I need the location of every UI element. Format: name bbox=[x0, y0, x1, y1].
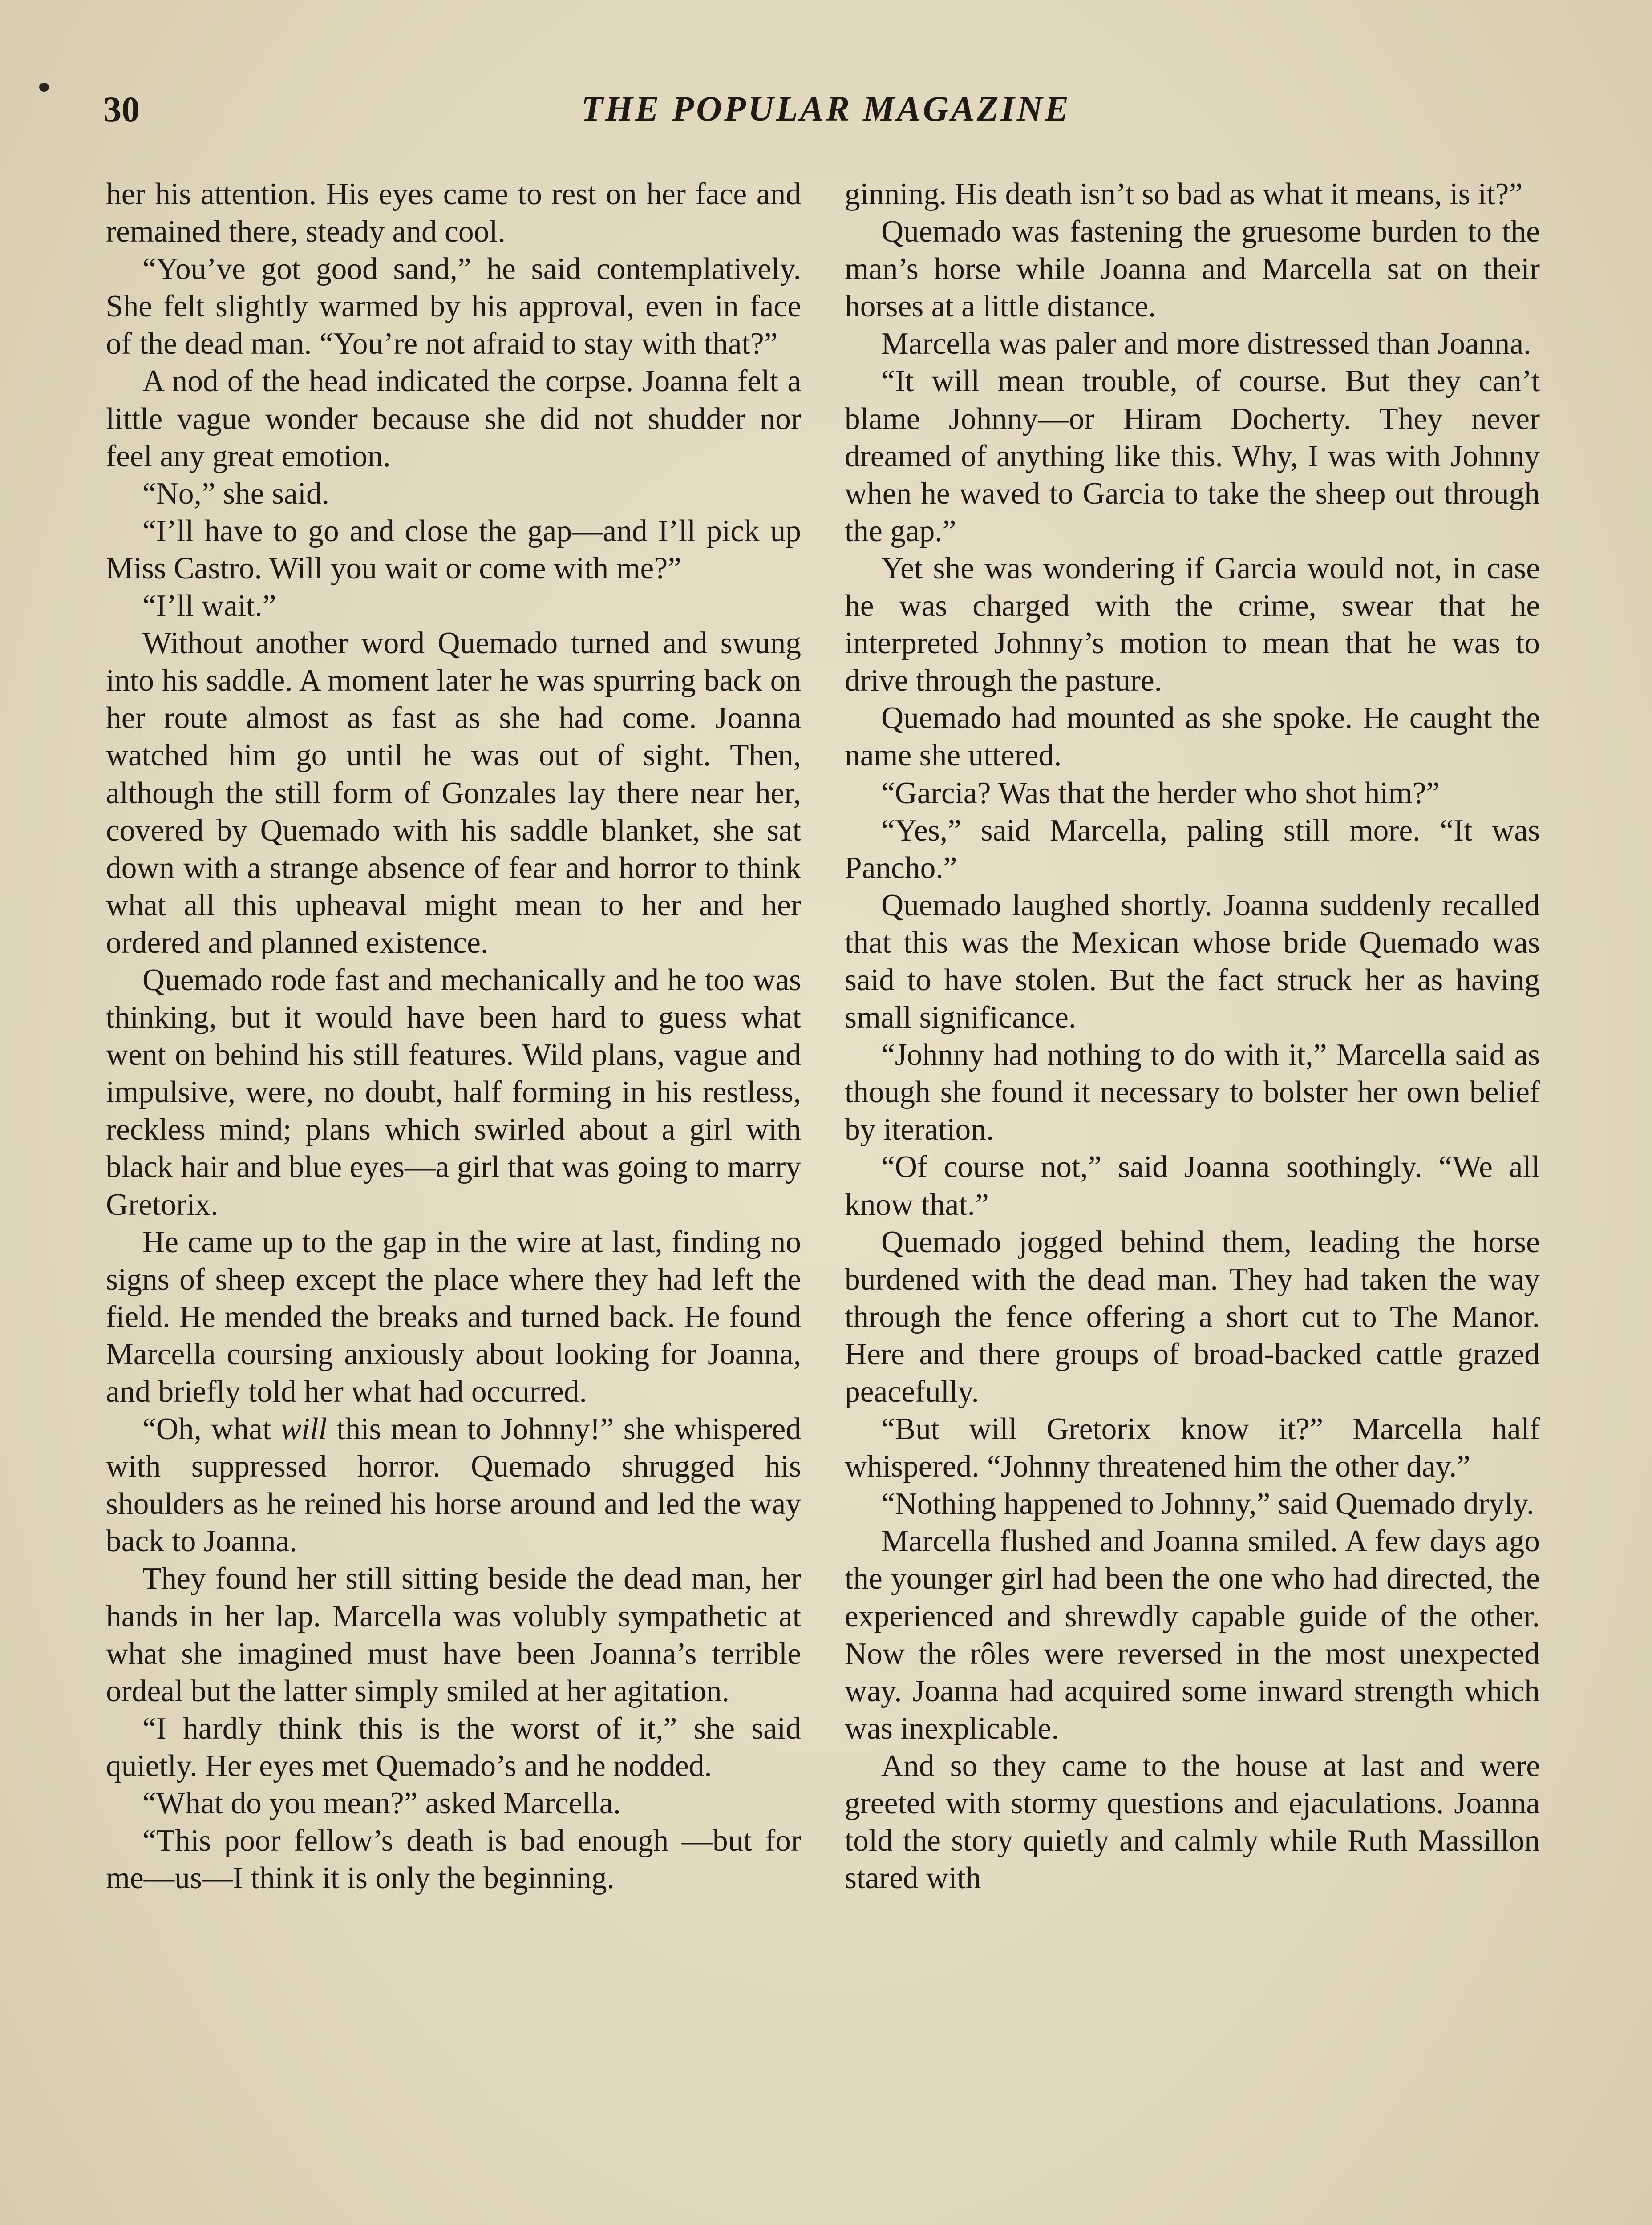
paragraph: ginning. His death isn’t so bad as what it means, is it?” bbox=[845, 177, 1523, 211]
paragraph: “Of course not,” said Joanna soothingly. “We all know that.” bbox=[845, 1150, 1540, 1222]
paragraph: “You’ve got good sand,” he said contemplatively. She felt slightly warmed by his approval, even in face of the dead man. “You’re not afraid to stay with that?” bbox=[106, 252, 801, 361]
paragraph: Yet she was wondering if Garcia would not, in case he was charged with the crime, swear that he interpreted Johnny’s motion to mean that he was to drive through the pasture. bbox=[845, 551, 1540, 698]
paragraph: Quemado was fastening the gruesome burden to the man’s horse while Joanna and Marcella sat on their horses at a little distance. bbox=[845, 214, 1540, 324]
paragraph: Quemado had mounted as she spoke. He caught the name she uttered. bbox=[845, 701, 1540, 773]
print-speck bbox=[39, 83, 49, 92]
paragraph: “I hardly think this is the worst of it,” she said quietly. Her eyes met Quemado’s and he nodded. bbox=[106, 1711, 801, 1783]
paragraph: They found her still sitting beside the dead man, her hands in her lap. Marcella was volubly sympathetic at what she imagined must have been Joanna’s terrible ordeal but the latter simply smiled at her agitation. bbox=[106, 1562, 801, 1708]
paragraph: A nod of the head indicated the corpse. Joanna felt a little vague wonder because she did not shudder nor feel any great emotion. bbox=[106, 364, 801, 473]
paragraph: “Garcia? Was that the herder who shot him?” bbox=[881, 776, 1440, 810]
paragraph: “I’ll wait.” bbox=[142, 589, 276, 623]
paragraph: “Nothing happened to Johnny,” said Quemado dryly. bbox=[881, 1487, 1535, 1521]
paragraph: her his attention. His eyes came to rest on her face and remained there, steady and cool. bbox=[106, 177, 801, 249]
paragraph: Quemado laughed shortly. Joanna suddenly recalled that this was the Mexican whose bride Quemado was said to have stolen. But the fact struck her as having small significance. bbox=[845, 888, 1540, 1035]
paragraph: Marcella flushed and Joanna smiled. A few days ago the younger girl had been the one who had directed, the experienced and shrewdly capable guide of the other. Now the rôles were reversed in the most unexpected way. Joanna had acquired some inward strength which was inexplicable. bbox=[845, 1524, 1540, 1746]
left-text-column bbox=[106, 176, 801, 2225]
paragraph: “Johnny had nothing to do with it,” Marcella said as though she found it necessary to bolster her own belief by iteration. bbox=[845, 1038, 1540, 1147]
paragraph: Without another word Quemado turned and swung into his saddle. A moment later he was spurring back on her route almost as fast as she had come. Joanna watched him go until he was out of sight. Then, although the still form of Gonzales lay there near her, covered by Quemado with his saddle blanket, she sat down with a strange absence of fear and horror to think what all this upheaval might mean to her and her ordered and planned existence. bbox=[106, 626, 801, 960]
paragraph: “No,” she said. bbox=[142, 476, 330, 511]
running-title: THE POPULAR MAGAZINE bbox=[581, 89, 1071, 129]
paragraph: “This poor fellow’s death is bad enough —but for me—us—I think it is only the beginning. bbox=[106, 1824, 801, 1896]
paragraph: And so they came to the house at last and were greeted with stormy questions and ejaculations. Joanna told the story quietly and calmly while Ruth Massillon stared with bbox=[845, 1748, 1540, 1896]
paragraph: “It will mean trouble, of course. But they can’t blame Johnny—or Hiram Docherty. They never dreamed of anything like this. Why, I was with Johnny when he waved to Garcia to take the sheep out through the gap.” bbox=[845, 364, 1540, 548]
paragraph: Marcella was paler and more distressed than Joanna. bbox=[881, 327, 1531, 361]
paragraph: “Yes,” said Marcella, paling still more. “It was Pancho.” bbox=[845, 813, 1540, 885]
page-number: 30 bbox=[103, 89, 140, 129]
paragraph: He came up to the gap in the wire at last, finding no signs of sheep except the place where they had left the field. He mended the breaks and turned back. He found Marcella coursing anxiously about looking for Joanna, and briefly told her what had occurred. bbox=[106, 1225, 801, 1409]
right-text-column bbox=[845, 176, 1540, 2225]
paragraph: “But will Gretorix know it?” Marcella half whispered. “Johnny threatened him the other day.” bbox=[845, 1412, 1540, 1484]
paragraph: Quemado jogged behind them, leading the horse burdened with the dead man. They had taken the way through the fence offering a short cut to The Manor. Here and there groups of broad-backed cattle grazed peacefully. bbox=[845, 1225, 1540, 1409]
paragraph: Quemado rode fast and mechanically and he too was thinking, but it would have been hard to guess what went on behind his still features. Wild plans, vague and impulsive, were, no doubt, half forming in his restless, reckless mind; plans which swirled about a girl with black hair and blue eyes—a girl that was going to marry Gretorix. bbox=[106, 963, 801, 1222]
paragraph: “I’ll have to go and close the gap—and I’ll pick up Miss Castro. Will you wait or come with me?” bbox=[106, 514, 801, 586]
paragraph: “Oh, what will this mean to Johnny!” she whispered with suppressed horror. Quemado shrugged his shoulders as he reined his horse around and led the way back to Joanna. bbox=[106, 1412, 801, 1559]
paragraph: “What do you mean?” asked Marcella. bbox=[142, 1786, 621, 1821]
